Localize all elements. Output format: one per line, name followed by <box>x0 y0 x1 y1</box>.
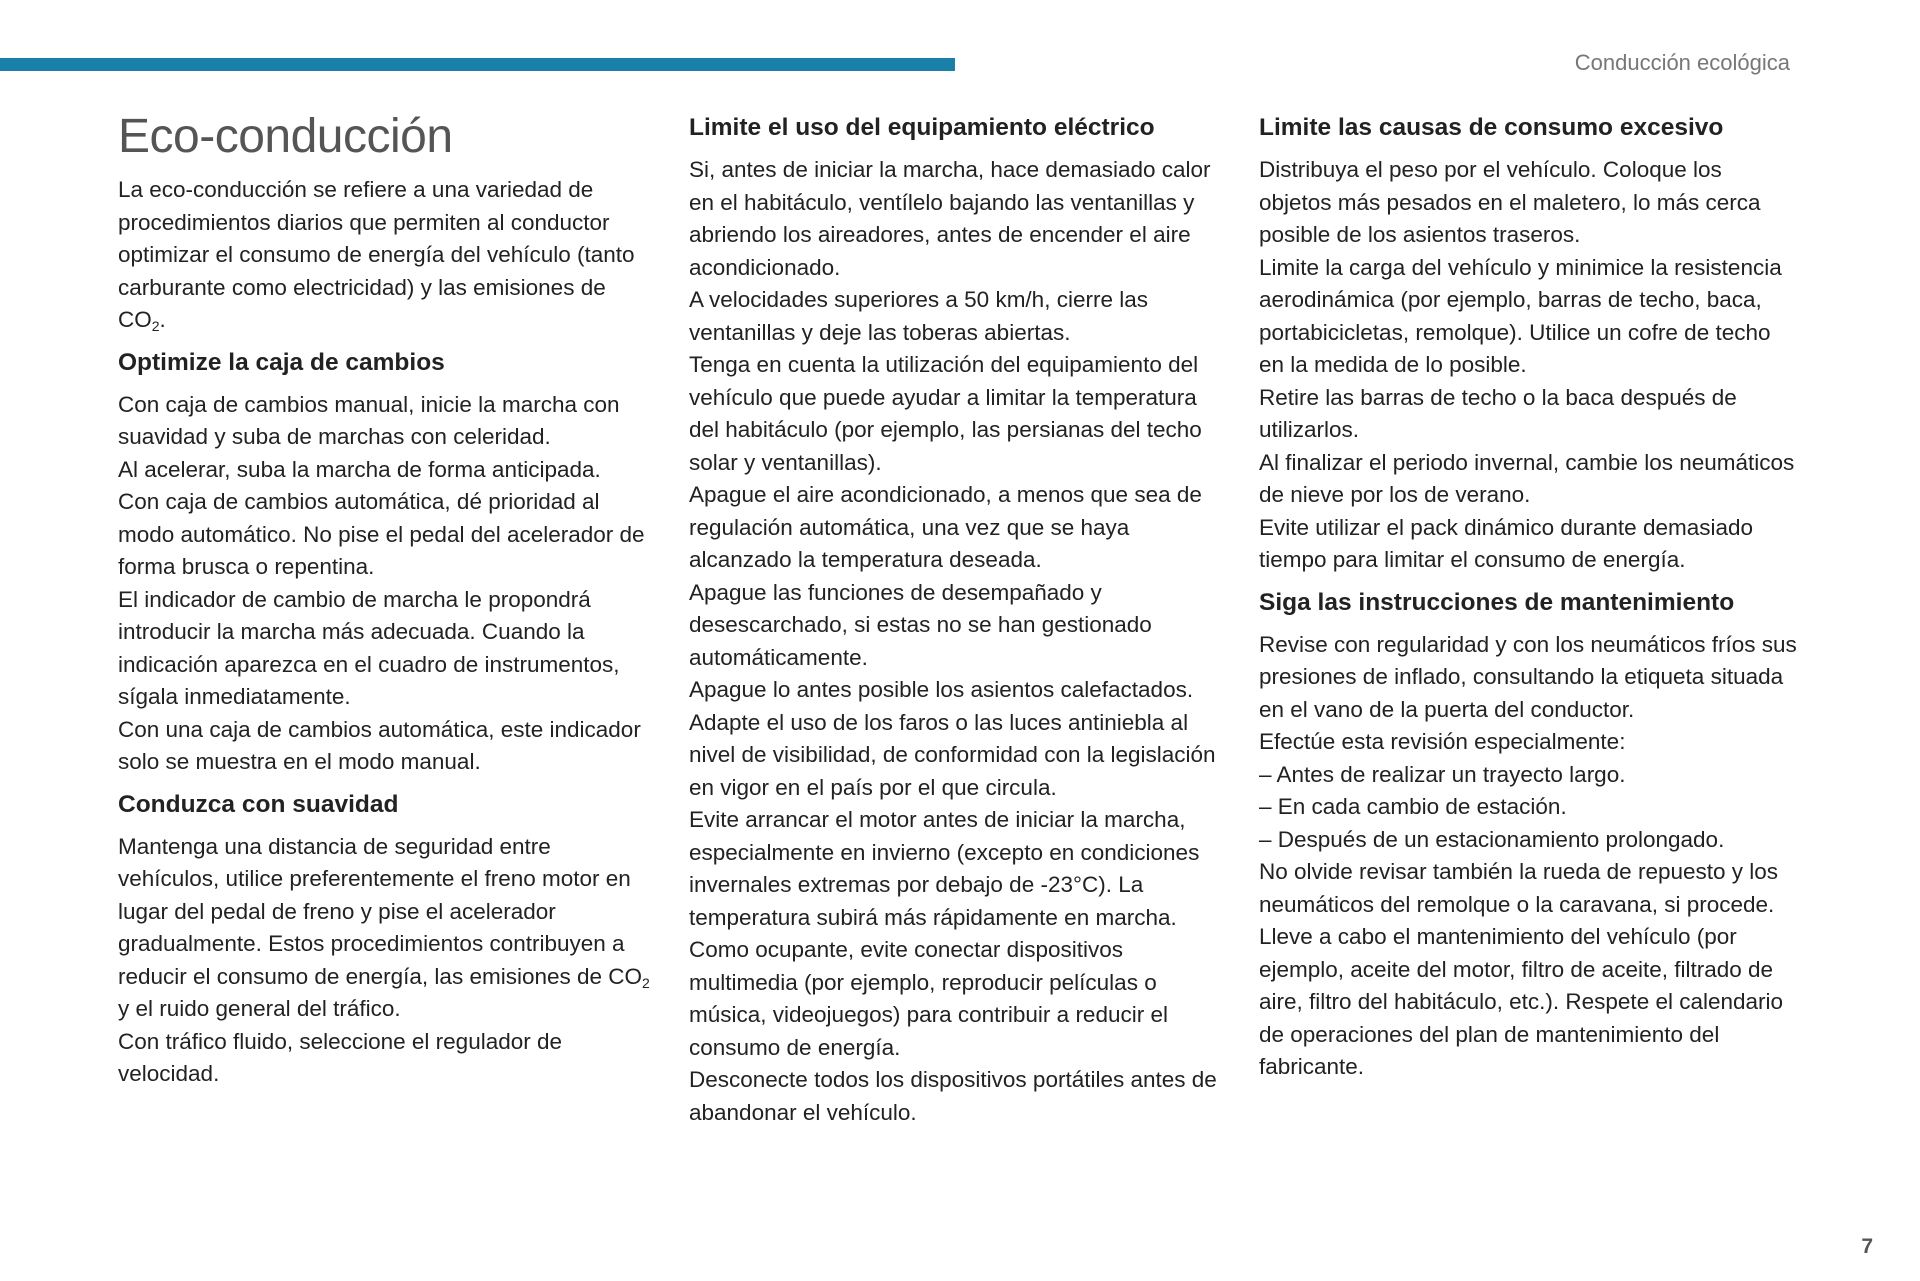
paragraph: Revise con regularidad y con los neumáticos fríos sus presiones de inflado, consultando la etiqueta situada en el vano de la puerta del conductor. <box>1259 631 1797 722</box>
paragraph <box>118 831 658 1026</box>
co2-subscript: 2 <box>642 974 650 991</box>
paragraph: Con una caja de cambios automática, este indicador solo se muestra en el modo manual. <box>118 716 641 774</box>
paragraph: Retire las barras de techo o la baca después de utilizarlos. <box>1259 384 1737 442</box>
paragraph: Evite arrancar el motor antes de iniciar la marcha, especialmente en invierno (excepto en condiciones invernales extremas por debajo de -23°C). La temperatura subirá más rápidamente en marcha. <box>689 807 1200 930</box>
paragraph: Como ocupante, evite conectar dispositivos multimedia (por ejemplo, reproducir películas o música, videojuegos) para contribuir a reducir el consumo de energía. <box>689 937 1168 1060</box>
heading-maintenance: Siga las instrucciones de mantenimiento <box>1259 588 1735 616</box>
page-number: 7 <box>1861 1235 1873 1258</box>
paragraph: Si, antes de iniciar la marcha, hace demasiado calor en el habitáculo, ventílelo bajando las ventanillas y abriendo los aireadores, antes de encender el aire acondicionado. <box>689 157 1211 280</box>
paragraph: Al acelerar, suba la marcha de forma anticipada. <box>118 456 601 482</box>
section-header: Conducción ecológica <box>1574 50 1790 75</box>
heading-electrical-equipment: Limite el uso del equipamiento eléctrico <box>689 114 1155 141</box>
heading-excessive-consumption: Limite las causas de consumo excesivo <box>1259 114 1724 141</box>
header-accent-bar <box>0 58 955 71</box>
paragraph: No olvide revisar también la rueda de repuesto y los neumáticos del remolque o la caravana, si procede. <box>1259 859 1779 917</box>
smooth-text-after: y el ruido general del tráfico. <box>118 996 401 1021</box>
paragraph: Con caja de cambios automática, dé prioridad al modo automático. No pise el pedal del acelerador de forma brusca o repentina. <box>118 489 645 579</box>
paragraph: Con tráfico fluido, seleccione el regulador de velocidad. <box>118 1028 563 1086</box>
paragraph: Apague lo antes posible los asientos calefactados. <box>689 677 1194 702</box>
intro-paragraph <box>118 174 658 337</box>
page-title: Eco-conducción <box>118 110 453 163</box>
list-item: – Después de un estacionamiento prolongado. <box>1259 826 1725 852</box>
paragraph: Al finalizar el periodo invernal, cambie los neumáticos de nieve por los de verano. <box>1259 449 1795 507</box>
paragraph: A velocidades superiores a 50 km/h, cierre las ventanillas y deje las toberas abiertas. <box>689 287 1148 345</box>
intro-after: . <box>159 307 166 332</box>
paragraph: Tenga en cuenta la utilización del equipamiento del vehículo que puede ayudar a limitar la temperatura del habitáculo (por ejemplo, las persianas del techo solar y ventanillas). <box>689 352 1202 475</box>
smooth-text: Mantenga una distancia de seguridad entre vehículos, utilice preferentemente el freno motor en lugar del pedal de freno y pise el acelerador gradualmente. Estos procedimientos contribuyen a reducir el consumo de energía, las emisiones de CO <box>118 833 643 989</box>
paragraph: Lleve a cabo el mantenimiento del vehículo (por ejemplo, aceite del motor, filtro de aceite, filtrado de aire, filtro del habitáculo, etc.). Respete el calendario de operaciones del plan de mantenimiento del fabricante. <box>1259 924 1784 1079</box>
paragraph: Con caja de cambios manual, inicie la marcha con suavidad y suba de marchas con celeridad. <box>118 391 620 449</box>
paragraph: Apague las funciones de desempañado y desescarchado, si estas no se han gestionado automáticamente. <box>689 579 1152 670</box>
list-item: – Antes de realizar un trayecto largo. <box>1259 761 1626 787</box>
paragraph: Desconecte todos los dispositivos portátiles antes de abandonar el vehículo. <box>689 1067 1217 1125</box>
list-item: – En cada cambio de estación. <box>1259 794 1567 819</box>
heading-smooth-driving: Conduzca con suavidad <box>118 790 399 818</box>
paragraph: El indicador de cambio de marcha le propondrá introducir la marcha más adecuada. Cuando la indicación aparezca en el cuadro de instrumentos, sígala inmediatamente. <box>118 586 620 709</box>
column-2 <box>689 112 1229 1129</box>
intro-subscript: 2 <box>151 318 160 334</box>
paragraph: Apague el aire acondicionado, a menos que sea de regulación automática, una vez que se haya alcanzado la temperatura deseada. <box>689 482 1202 572</box>
column-3 <box>1259 112 1799 1084</box>
paragraph: Efectúe esta revisión especialmente: <box>1259 729 1626 754</box>
paragraph: Limite la carga del vehículo y minimice la resistencia aerodinámica (por ejemplo, barras de techo, baca, portabicicletas, remolque). Utilice un cofre de techo en la medida de lo posible. <box>1259 254 1782 377</box>
intro-text: La eco-conducción se refiere a una variedad de procedimientos diarios que permiten al conductor optimizar el consumo de energía del vehículo (tanto carburante como electricidad) y las emisiones de CO <box>118 177 635 332</box>
paragraph: Adapte el uso de los faros o las luces antiniebla al nivel de visibilidad, de conformidad con la legislación en vigor en el país por el que circula. <box>689 709 1216 800</box>
paragraph: Distribuya el peso por el vehículo. Coloque los objetos más pesados en el maletero, lo más cerca posible de los asientos traseros. <box>1259 157 1761 247</box>
paragraph: Evite utilizar el pack dinámico durante demasiado tiempo para limitar el consumo de energía. <box>1259 514 1754 572</box>
column-1 <box>118 112 658 1091</box>
heading-gearbox: Optimize la caja de cambios <box>118 348 445 376</box>
